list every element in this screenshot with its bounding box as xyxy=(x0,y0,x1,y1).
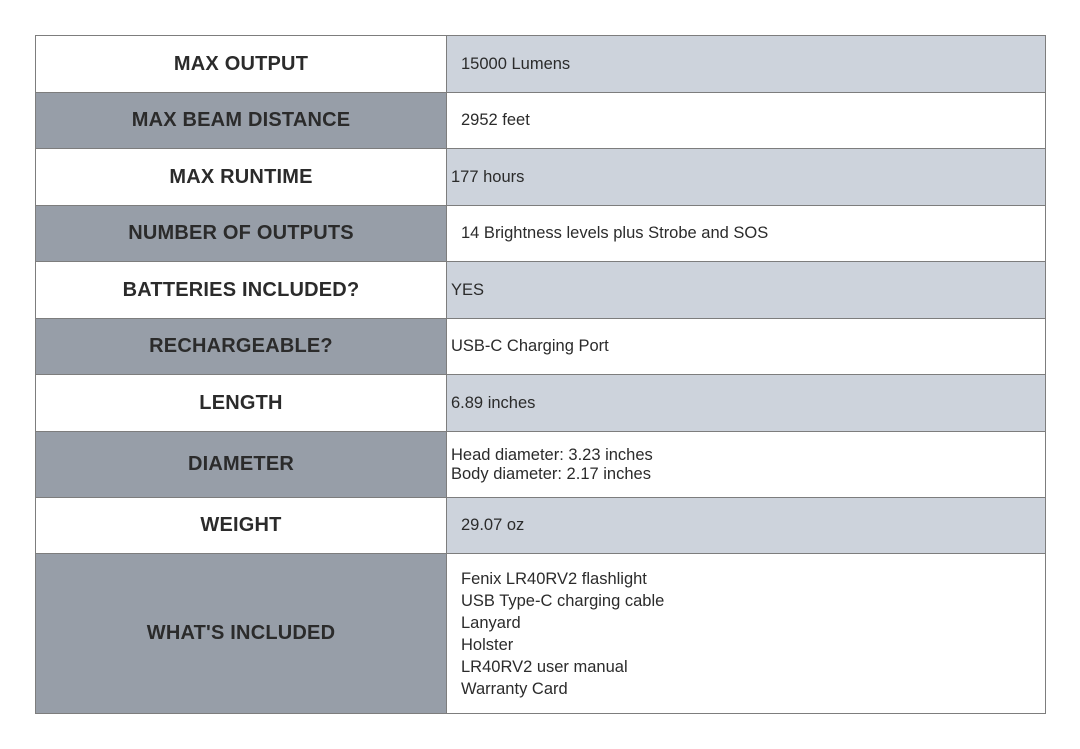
spec-value: 6.89 inches xyxy=(447,375,1046,432)
spec-row-rechargeable xyxy=(36,319,1046,375)
spec-label: BATTERIES INCLUDED? xyxy=(36,262,447,319)
spec-label: MAX BEAM DISTANCE xyxy=(36,93,447,149)
spec-label: WHAT'S INCLUDED xyxy=(36,554,447,714)
spec-label: WEIGHT xyxy=(36,498,447,554)
spec-row-whats-included xyxy=(36,554,1046,714)
spec-value: 2952 feet xyxy=(447,93,1046,149)
spec-row-batteries-included xyxy=(36,262,1046,319)
spec-label: RECHARGEABLE? xyxy=(36,319,447,375)
spec-row-number-of-outputs xyxy=(36,206,1046,262)
spec-value: YES xyxy=(447,262,1046,319)
included-item: Lanyard xyxy=(461,613,521,632)
spec-label: LENGTH xyxy=(36,375,447,432)
spec-value: 29.07 oz xyxy=(447,498,1046,554)
diameter-line: Body diameter: 2.17 inches xyxy=(451,464,651,483)
spec-value: 15000 Lumens xyxy=(447,36,1046,93)
included-item: Fenix LR40RV2 flashlight xyxy=(461,569,647,588)
spec-row-weight xyxy=(36,498,1046,554)
spec-value: USB-C Charging Port xyxy=(447,319,1046,375)
spec-value: 177 hours xyxy=(447,149,1046,206)
spec-label: DIAMETER xyxy=(36,432,447,498)
diameter-line: Head diameter: 3.23 inches xyxy=(451,445,653,464)
spec-row-max-output xyxy=(36,36,1046,93)
spec-row-max-runtime xyxy=(36,149,1046,206)
spec-label: MAX OUTPUT xyxy=(36,36,447,93)
spec-row-diameter xyxy=(36,432,1046,498)
spec-value: 14 Brightness levels plus Strobe and SOS xyxy=(447,206,1046,262)
spec-table xyxy=(35,35,1046,714)
included-item: LR40RV2 user manual xyxy=(461,657,628,676)
spec-value xyxy=(447,432,1046,498)
spec-value xyxy=(447,554,1046,714)
spec-row-length xyxy=(36,375,1046,432)
spec-label: MAX RUNTIME xyxy=(36,149,447,206)
spec-label: NUMBER OF OUTPUTS xyxy=(36,206,447,262)
included-item: Holster xyxy=(461,635,514,654)
included-item: Warranty Card xyxy=(461,679,568,698)
included-item: USB Type-C charging cable xyxy=(461,591,665,610)
spec-row-max-beam-distance xyxy=(36,93,1046,149)
